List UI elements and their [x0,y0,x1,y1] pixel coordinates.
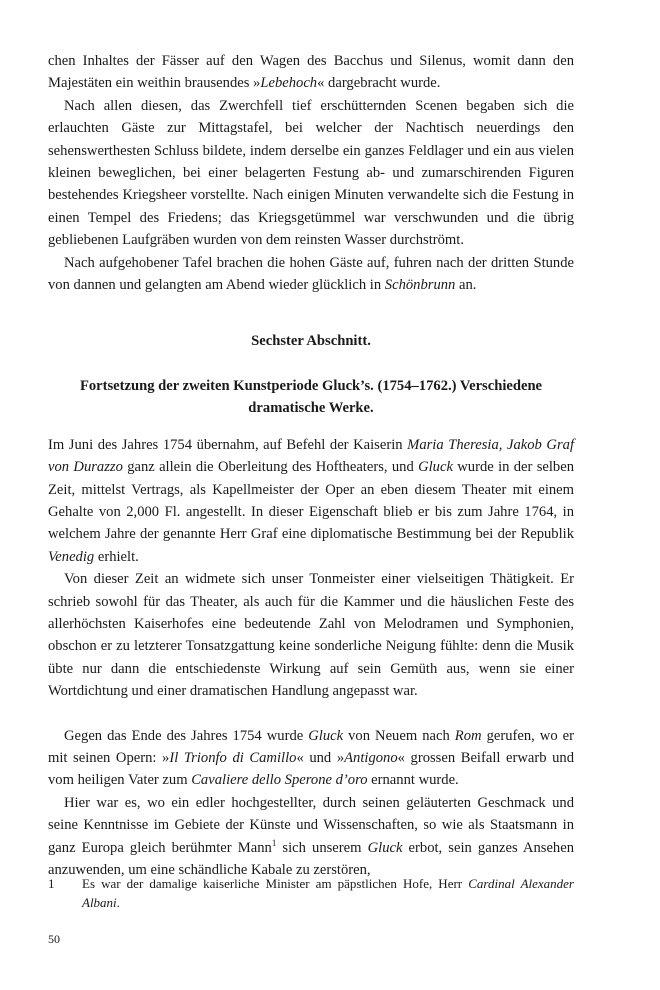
paragraph-6: Gegen das Ende des Jahres 1754 wurde Gluck von Neuem nach Rom gerufen, wo er mit seinen Opern: »Il Trionfo di Camillo« und »Antigono« grossen Beifall erwarb und vom heiligen Vater zum Cavaliere dello Sperone d’oro ernannt wurde. [48,727,575,789]
page-body [48,50,574,881]
footnote [48,874,574,912]
section-title: Sechster Abschnitt. [251,333,371,350]
paragraph-5: Von dieser Zeit an widmete sich unser Tonmeister einer vielseitigen Thätigkeit. Er schrieb sowohl für das Theater, als auch für die Kammer und die häuslichen Feste des allerhöchsten Kaiserhofes eine bedeutende Zahl von Melodramen und Symphonien, obschon er zu letzterer Tonsatzgattung keine sonderliche Neigung fühlte: denn die Musik übte nur dann die entschiedenste Wirkung auf sein Gemüth aus, wenn sie einer Wortdichtung und einer dramatischen Handlung angepasst war. [48,571,574,700]
italic-gluck: Gluck [418,459,453,476]
italic-schoenbrunn: Schönbrunn [384,277,456,294]
italic-lebehoch: Lebehoch [260,75,318,92]
paragraph-1: chen Inhaltes der Fässer auf den Wagen des Bacchus und Silenus, womit dann den Majestäten ein weithin brausendes »Lebehoch« dargebracht wurde. [48,53,574,92]
italic-trionfo: Il Trionfo di Camillo [169,749,297,766]
paragraph-4: Im Juni des Jahres 1754 übernahm, auf Befehl der Kaiserin Maria Theresia, Jakob Graf von Durazzo ganz allein die Oberleitung des Hoftheaters, und Gluck wurde in der selben Zeit, mittelst Vertrags, als Kapellmeister der Oper an eben diesem Theater mit einem Gehalte von 2,000 Fl. angestellt. In dieser Eigenschaft blieb er bis zum Jahre 1764, in welchem Jahre der genannte Herr Graf eine diplomatische Bestimmung bei der Republik Venedig erhielt. [48,436,575,565]
chapter-title: Fortsetzung der zweiten Kunstperiode Gluck’s. (1754–1762.) Verschiedene dramatische Werke. [79,377,543,417]
footnote-number: 1 [48,876,55,891]
page-number: 50 [48,932,60,946]
paragraph-3: Nach aufgehobener Tafel brachen die hohen Gäste auf, fuhren nach der dritten Stunde von dannen und gelangten am Abend wieder glücklich in Schönbrunn an. [48,254,574,294]
italic-rom: Rom [454,727,482,744]
paragraph-2: Nach allen diesen, das Zwerchfell tief erschütternden Scenen begaben sich die erlauchten Gäste zur Mittagstafel, bei welcher der Nachtisch neuerdings den sehenswerthesten Schluss bildete, indem derselbe ein ganzes Feldlager und ein aus vielen kleinen beweglichen, bei einer belagerten Festung ab- und zumarschirenden Figuren bestehendes Kriegsheer vorstellte. Nach einigen Minuten verwandelte sich die Festung in einen Tempel des Friedens; das Kriegsgetümmel war verschwunden und die übrig gebliebenen Laufgräben wurden von dem reinsten Wasser durchströmt. [48,97,574,249]
italic-antigono: Antigono [344,749,398,766]
paragraph-7: Hier war es, wo ein edler hochgestellter, durch seinen geläuterten Geschmack und seine Kenntnisse im Gebiete der Künste und Wissenschaften, so wie als Staatsmann in ganz Europa gleich berühmter Mann$^1$ sich unserem Gluck erbot, sein ganzes Ansehen anzuwenden, um eine schändliche Kabale zu zerstören, [48,794,574,878]
italic-albani: Cardinal Alexander Albani [82,876,574,910]
footnote-text: Es war der damalige kaiserliche Minister am päpstlichen Hofe, Herr Cardinal Alexander Albani. [82,876,574,910]
italic-gluck: Gluck [308,727,344,744]
italic-gluck: Gluck [367,839,403,856]
italic-cavaliere: Cavaliere dello Sperone d’oro [191,772,368,789]
italic-names: Maria Theresia, Jakob Graf von Durazzo [48,436,575,476]
italic-venedig: Venedig [48,548,95,565]
footnote-ref: 1 [271,837,277,848]
